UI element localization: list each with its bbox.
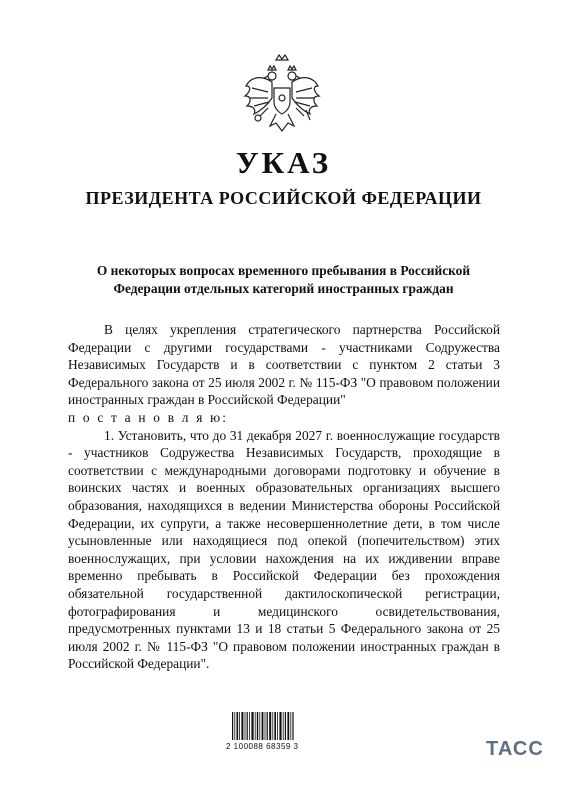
clause-1-paragraph: 1. Установить, что до 31 декабря 2027 г. военнослужащие государств - участников Содружества Независимых Государств, проходящие в соответствии с международными договорами подготовку и обучение в воинских частях и военных образовательных организациях высшего образования, находящихся в ведении Министерства обороны Российской Федерации, их супруги, а также несовершеннолетние дети, в том числе усыновленные или находящиеся под опекой (попечительством) этих военнослужащих, при условии нахождения на их иждивении вправе временно пребывать в Российской Федерации без прохождения обязательной государственной дактилоскопической регистрации, фотографирования и медицинского освидетельствования, предусмотренных пунктами 13 и 18 статьи 5 Федерального закона от 25 июля 2002 г. № 115-ФЗ "О правовом положении иностранных граждан в Российской Федерации". xyxy=(68,427,500,672)
decree-body xyxy=(68,321,500,673)
document-title: УКАЗ xyxy=(235,145,332,180)
tass-watermark: ТАСС xyxy=(486,738,544,760)
barcode-number: 2 100088 68359 3 xyxy=(226,742,299,751)
coat-of-arms-icon xyxy=(242,52,322,140)
document-subtitle: ПРЕЗИДЕНТА РОССИЙСКОЙ ФЕДЕРАЦИИ xyxy=(85,188,482,208)
decree-word: п о с т а н о в л я ю: xyxy=(68,409,229,425)
decree-heading-line-2: Федерации отдельных категорий иностранных граждан xyxy=(113,281,454,296)
preamble-paragraph: В целях укрепления стратегического партнерства Российской Федерации с другими государствами - участниками Содружества Независимых Государств и в соответствии с пунктом 2 статьи 3 Федерального закона от 25 июля 2002 г. № 115-ФЗ "О правовом положении иностранных граждан в Российской Федерации" xyxy=(68,322,500,408)
decree-heading-line-1: О некоторых вопросах временного пребывания в Российской xyxy=(96,263,471,278)
barcode-icon xyxy=(232,712,294,740)
decree-heading xyxy=(60,262,507,298)
